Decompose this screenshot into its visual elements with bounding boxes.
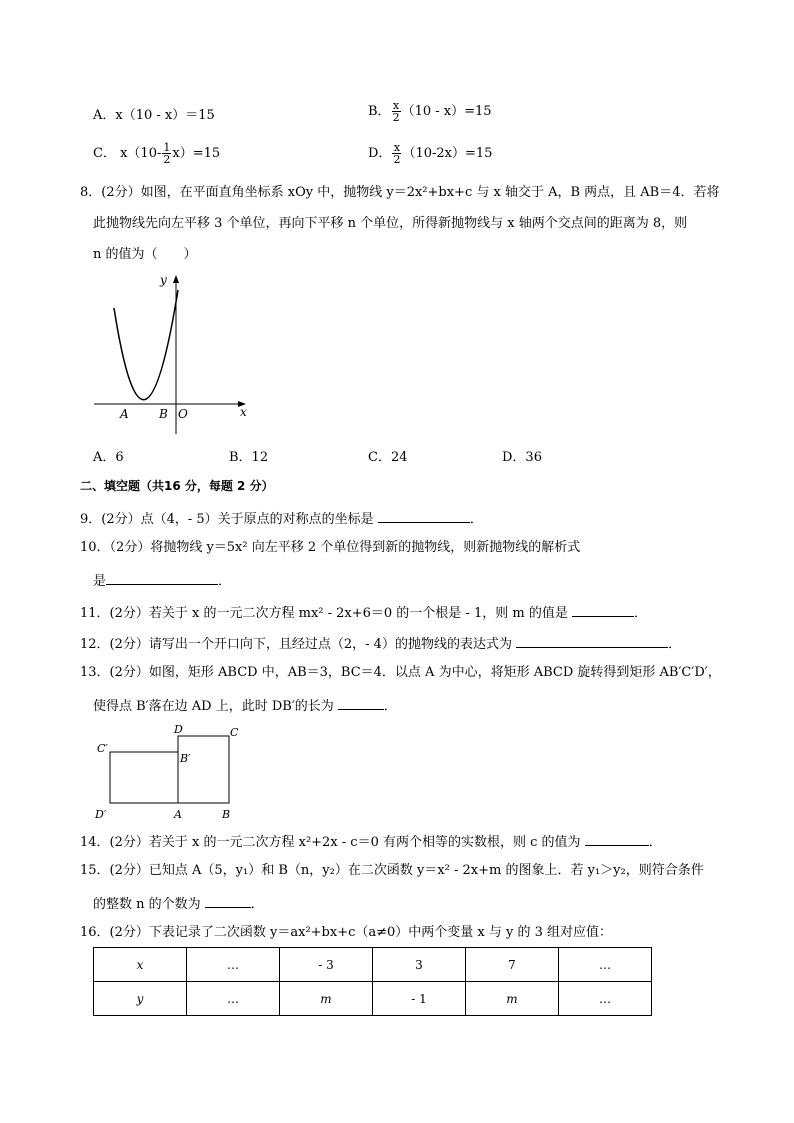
- table-cell: - 3: [280, 948, 373, 982]
- table-cell: y: [94, 982, 187, 1016]
- rectangle-ab-c-d-prime: [110, 752, 178, 803]
- q8-line-1: 8．(2分）如图，在平面直角坐标系 xOy 中，抛物线 y＝2x²+bx+c 与 x 轴交于 A，B 两点，且 AB＝4．若将: [80, 185, 720, 200]
- q7-option-b: B． $\frac{x}{2}$ （10 - x）=15: [368, 99, 492, 124]
- q8-line-2: 此抛物线先向左平移 3 个单位，再向下平移 n 个单位，所得新抛物线与 x 轴两个交点间的距离为 8，则: [93, 216, 688, 231]
- fraction: $\frac{1}{2}$: [163, 141, 171, 166]
- fraction: $\frac{x}{2}$: [393, 141, 401, 166]
- q8-option-d: D．36: [502, 450, 542, 465]
- origin-label: O: [178, 407, 188, 421]
- table-cell: …: [187, 948, 280, 982]
- label-d-prime: D′: [95, 808, 107, 821]
- q8-option-b: B．12: [229, 450, 269, 465]
- label-c: C: [230, 726, 239, 739]
- label-d: D: [174, 723, 183, 736]
- y-axis-arrow: [173, 275, 179, 283]
- q7-option-a: A．x（10 - x）＝15: [93, 108, 215, 123]
- q10-line-2: 是 ．: [93, 570, 231, 591]
- values-table: [93, 947, 652, 1016]
- answer-blank[interactable]: [205, 893, 251, 908]
- q8-option-c: C．24: [368, 450, 408, 465]
- q8-line-3: n 的值为（ ）: [93, 247, 197, 262]
- q13-line-2: 使得点 B′落在边 AD 上，此时 DB′的长为 ．: [93, 695, 397, 716]
- table-cell: 3: [373, 948, 466, 982]
- q8-option-a: A．6: [93, 450, 124, 465]
- parabola-curve: [114, 290, 178, 400]
- q9: 9．(2分）点（4，- 5）关于原点的对称点的坐标是 ．: [80, 508, 483, 529]
- table-cell: …: [187, 982, 280, 1016]
- answer-blank[interactable]: [572, 602, 634, 617]
- parabola-graph: [92, 270, 262, 440]
- q13-line-1: 13．(2分）如图，矩形 ABCD 中，AB＝3，BC＝4．以点 A 为中心，将矩形 ABCD 旋转得到矩形 AB′C′D′，: [80, 665, 721, 680]
- answer-blank[interactable]: [338, 695, 384, 710]
- answer-blank[interactable]: [585, 831, 649, 846]
- table-cell: 7: [466, 948, 559, 982]
- table-cell: m: [466, 982, 559, 1016]
- q15-line-1: 15．(2分）已知点 A（5，y₁）和 B（n，y₂）在二次函数 y＝x² - 2x+m 的图象上．若 y₁＞y₂，则符合条件: [80, 863, 704, 878]
- q12: 12．(2分）请写出一个开口向下，且经过点（2，- 4）的抛物线的表达式为 ．: [80, 633, 681, 654]
- table-cell: x: [94, 948, 187, 982]
- table-cell: - 1: [373, 982, 466, 1016]
- label-a: A: [174, 808, 182, 821]
- answer-blank[interactable]: [378, 508, 470, 523]
- rectangle-abcd: [178, 736, 229, 803]
- table-row: [94, 948, 652, 982]
- answer-blank[interactable]: [516, 633, 668, 648]
- label-b: B: [222, 808, 231, 821]
- q7-option-d: D． $\frac{x}{2}$ （10-2x）=15: [368, 141, 493, 166]
- q14: 14．(2分）若关于 x 的一元二次方程 x²+2x - c＝0 有两个相等的实数根，则 c 的值为 ．: [80, 831, 662, 852]
- table-cell: …: [559, 982, 652, 1016]
- fraction: $\frac{x}{2}$: [392, 99, 400, 124]
- y-label: y: [160, 273, 167, 287]
- point-a-label: A: [120, 407, 129, 421]
- section-heading: 二、填空题（共16 分，每题 2 分）: [80, 479, 274, 493]
- label-c-prime: C′: [97, 742, 108, 755]
- q16: 16．(2分）下表记录了二次函数 y＝ax²+bx+c（a≠0）中两个变量 x 与 y 的 3 组对应值：: [80, 925, 613, 940]
- q11: 11．(2分）若关于 x 的一元二次方程 mx² - 2x+6＝0 的一个根是 - 1，则 m 的值是 ．: [80, 602, 647, 623]
- q10-line-1: 10．（2分）将抛物线 y＝5x² 向左平移 2 个单位得到新的抛物线，则新抛物线的解析式: [80, 540, 581, 555]
- table-cell: …: [559, 948, 652, 982]
- answer-blank[interactable]: [106, 570, 218, 585]
- q15-line-2: 的整数 n 的个数为 ．: [93, 893, 264, 914]
- point-b-label: B: [159, 407, 168, 421]
- x-label: x: [240, 405, 247, 419]
- rectangle-figure: [92, 720, 252, 822]
- label-b-prime: B′: [180, 752, 191, 765]
- table-cell: m: [280, 982, 373, 1016]
- table-row: [94, 982, 652, 1016]
- q7-option-c: C． x（10- $\frac{1}{2}$ x）=15: [93, 141, 221, 166]
